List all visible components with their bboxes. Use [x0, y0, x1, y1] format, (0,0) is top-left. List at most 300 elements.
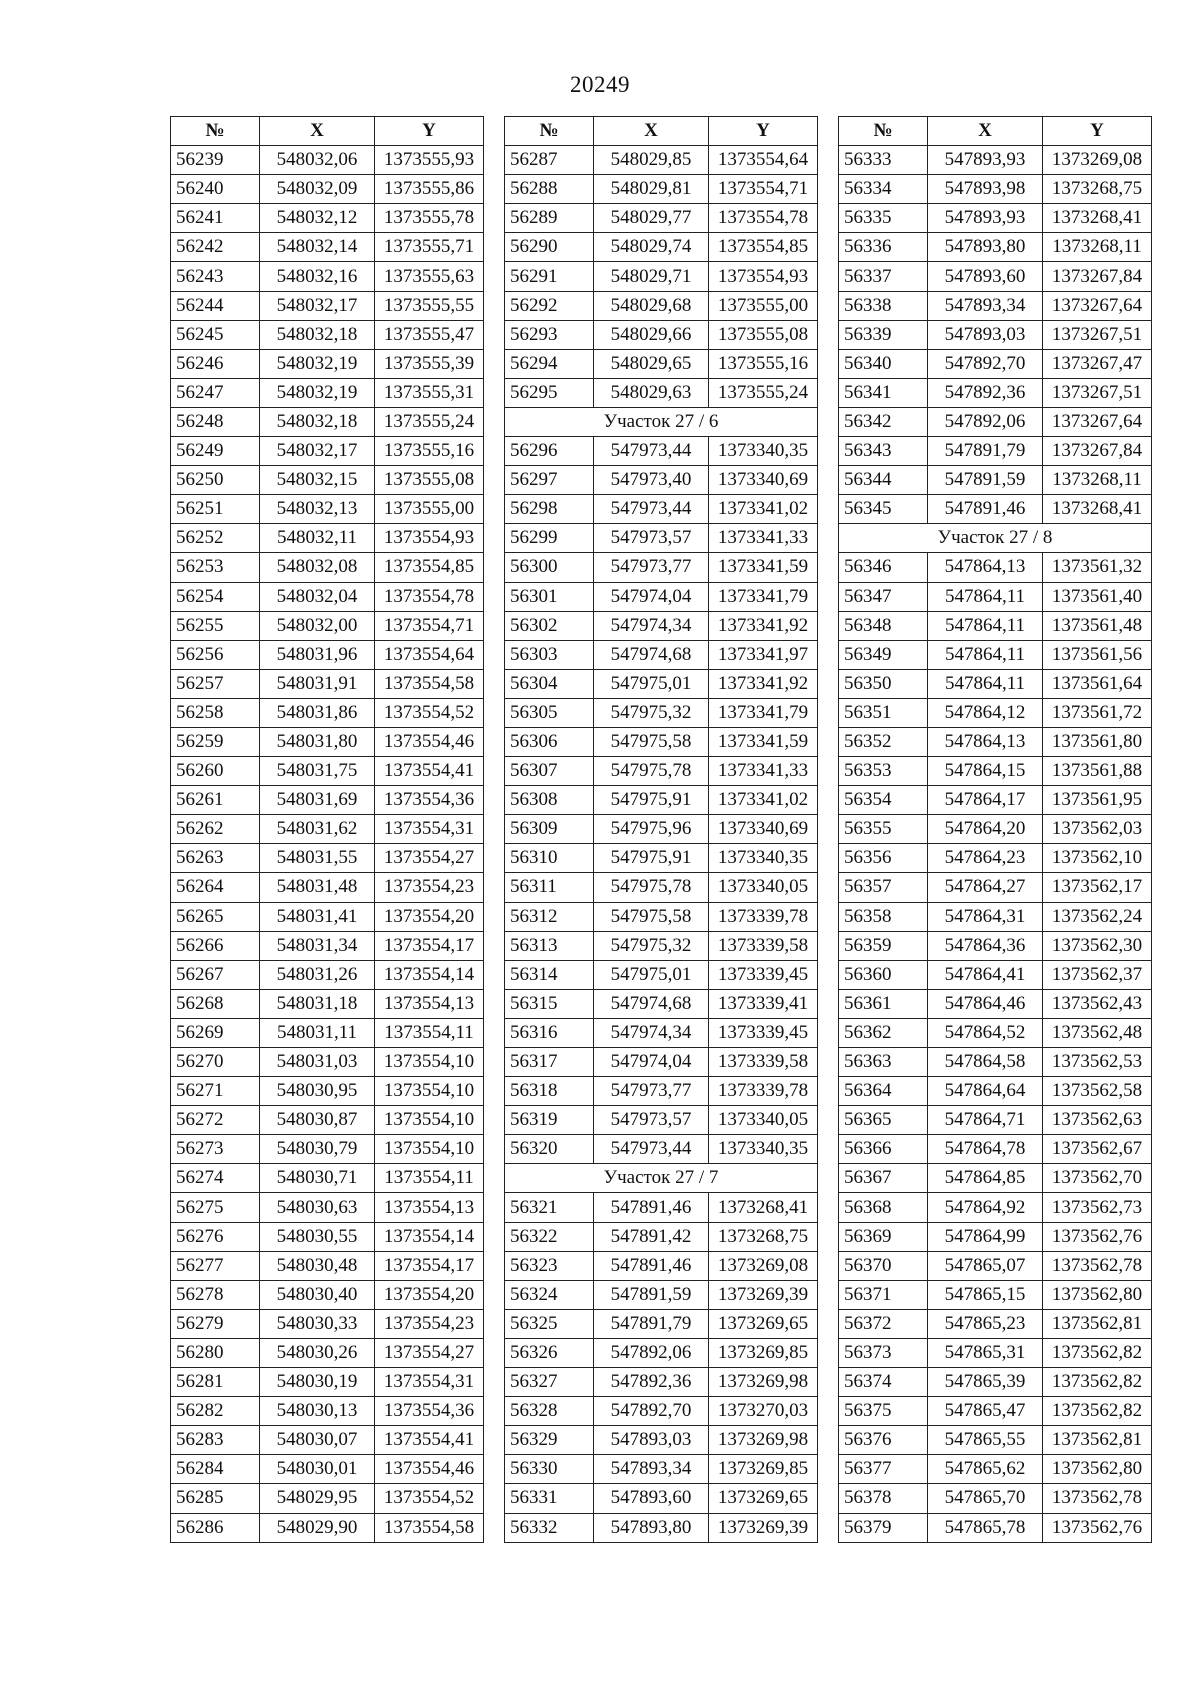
x-coordinate-cell: 547975,01 — [594, 960, 709, 989]
x-coordinate-cell: 547892,36 — [594, 1368, 709, 1397]
point-number-cell: 56313 — [505, 931, 594, 960]
point-number-cell: 56299 — [505, 524, 594, 553]
x-coordinate-cell: 547891,59 — [594, 1280, 709, 1309]
x-coordinate-cell: 547891,79 — [594, 1309, 709, 1338]
x-coordinate-cell: 547893,98 — [928, 175, 1043, 204]
y-coordinate-cell: 1373554,14 — [375, 960, 484, 989]
y-coordinate-cell: 1373269,98 — [709, 1426, 818, 1455]
x-coordinate-cell: 547864,11 — [928, 611, 1043, 640]
point-number-cell: 56324 — [505, 1280, 594, 1309]
y-coordinate-cell: 1373268,11 — [1043, 233, 1152, 262]
point-number-cell: 56257 — [171, 669, 260, 698]
table-row — [505, 349, 818, 378]
point-number-cell: 56317 — [505, 1048, 594, 1077]
x-coordinate-cell: 547974,04 — [594, 1048, 709, 1077]
x-coordinate-cell: 547892,70 — [594, 1397, 709, 1426]
y-coordinate-cell: 1373554,78 — [709, 204, 818, 233]
y-coordinate-cell: 1373267,51 — [1043, 320, 1152, 349]
table-row — [171, 1048, 484, 1077]
table-row — [839, 815, 1152, 844]
x-coordinate-cell: 547975,01 — [594, 669, 709, 698]
table-row — [839, 1280, 1152, 1309]
point-number-cell: 56336 — [839, 233, 928, 262]
table-row — [505, 262, 818, 291]
coordinate-table-3 — [838, 116, 1152, 1543]
x-coordinate-cell: 548031,11 — [260, 1018, 375, 1047]
table-row — [171, 815, 484, 844]
point-number-cell: 56309 — [505, 815, 594, 844]
point-number-cell: 56332 — [505, 1513, 594, 1542]
point-number-cell: 56270 — [171, 1048, 260, 1077]
table-row — [171, 1251, 484, 1280]
table-row — [505, 1397, 818, 1426]
table-row — [839, 320, 1152, 349]
point-number-cell: 56302 — [505, 611, 594, 640]
x-coordinate-cell: 547974,34 — [594, 611, 709, 640]
point-number-cell: 56354 — [839, 786, 928, 815]
point-number-cell: 56337 — [839, 262, 928, 291]
x-coordinate-cell: 547893,93 — [928, 204, 1043, 233]
x-coordinate-cell: 548031,03 — [260, 1048, 375, 1077]
point-number-cell: 56265 — [171, 902, 260, 931]
table-row — [839, 378, 1152, 407]
table-row — [505, 175, 818, 204]
table-row — [171, 349, 484, 378]
header-y: Y — [375, 117, 484, 146]
table-row — [505, 727, 818, 756]
table-row — [171, 931, 484, 960]
x-coordinate-cell: 548030,87 — [260, 1106, 375, 1135]
header-x: X — [594, 117, 709, 146]
table-row — [839, 175, 1152, 204]
x-coordinate-cell: 547975,91 — [594, 786, 709, 815]
table-row — [505, 640, 818, 669]
x-coordinate-cell: 548032,11 — [260, 524, 375, 553]
table-row — [171, 1455, 484, 1484]
point-number-cell: 56272 — [171, 1106, 260, 1135]
table-row — [505, 1018, 818, 1047]
y-coordinate-cell: 1373268,41 — [1043, 495, 1152, 524]
table-row — [839, 495, 1152, 524]
y-coordinate-cell: 1373562,17 — [1043, 873, 1152, 902]
y-coordinate-cell: 1373270,03 — [709, 1397, 818, 1426]
point-number-cell: 56240 — [171, 175, 260, 204]
point-number-cell: 56259 — [171, 727, 260, 756]
x-coordinate-cell: 548032,19 — [260, 349, 375, 378]
x-coordinate-cell: 547975,96 — [594, 815, 709, 844]
table-row — [839, 262, 1152, 291]
y-coordinate-cell: 1373269,39 — [709, 1280, 818, 1309]
x-coordinate-cell: 548032,17 — [260, 437, 375, 466]
table-row — [505, 378, 818, 407]
table-row — [171, 291, 484, 320]
x-coordinate-cell: 548030,01 — [260, 1455, 375, 1484]
x-coordinate-cell: 548031,75 — [260, 757, 375, 786]
x-coordinate-cell: 548032,13 — [260, 495, 375, 524]
x-coordinate-cell: 547975,78 — [594, 757, 709, 786]
x-coordinate-cell: 548031,48 — [260, 873, 375, 902]
x-coordinate-cell: 547864,58 — [928, 1048, 1043, 1077]
table-row — [505, 873, 818, 902]
table-row — [839, 844, 1152, 873]
table-row — [839, 1397, 1152, 1426]
table-row — [505, 437, 818, 466]
y-coordinate-cell: 1373554,31 — [375, 1368, 484, 1397]
table-row — [505, 1077, 818, 1106]
y-coordinate-cell: 1373562,48 — [1043, 1018, 1152, 1047]
point-number-cell: 56279 — [171, 1309, 260, 1338]
point-number-cell: 56298 — [505, 495, 594, 524]
x-coordinate-cell: 548029,85 — [594, 146, 709, 175]
y-coordinate-cell: 1373269,65 — [709, 1484, 818, 1513]
x-coordinate-cell: 548029,95 — [260, 1484, 375, 1513]
y-coordinate-cell: 1373339,41 — [709, 989, 818, 1018]
point-number-cell: 56274 — [171, 1164, 260, 1193]
y-coordinate-cell: 1373562,24 — [1043, 902, 1152, 931]
y-coordinate-cell: 1373554,20 — [375, 1280, 484, 1309]
table-row — [171, 1018, 484, 1047]
table-header-row — [505, 117, 818, 146]
point-number-cell: 56333 — [839, 146, 928, 175]
table-row — [839, 727, 1152, 756]
table-row — [505, 757, 818, 786]
x-coordinate-cell: 548030,07 — [260, 1426, 375, 1455]
table-row — [171, 611, 484, 640]
y-coordinate-cell: 1373561,88 — [1043, 757, 1152, 786]
point-number-cell: 56327 — [505, 1368, 594, 1397]
y-coordinate-cell: 1373562,76 — [1043, 1513, 1152, 1542]
y-coordinate-cell: 1373561,64 — [1043, 669, 1152, 698]
table-row — [505, 1338, 818, 1367]
point-number-cell: 56285 — [171, 1484, 260, 1513]
point-number-cell: 56379 — [839, 1513, 928, 1542]
y-coordinate-cell: 1373339,45 — [709, 960, 818, 989]
point-number-cell: 56339 — [839, 320, 928, 349]
y-coordinate-cell: 1373339,45 — [709, 1018, 818, 1047]
table-row — [505, 989, 818, 1018]
point-number-cell: 56320 — [505, 1135, 594, 1164]
point-number-cell: 56374 — [839, 1368, 928, 1397]
x-coordinate-cell: 547975,78 — [594, 873, 709, 902]
x-coordinate-cell: 547893,34 — [594, 1455, 709, 1484]
table-row — [839, 1484, 1152, 1513]
x-coordinate-cell: 547892,36 — [928, 378, 1043, 407]
x-coordinate-cell: 547864,31 — [928, 902, 1043, 931]
y-coordinate-cell: 1373339,58 — [709, 931, 818, 960]
y-coordinate-cell: 1373555,39 — [375, 349, 484, 378]
point-number-cell: 56250 — [171, 466, 260, 495]
point-number-cell: 56288 — [505, 175, 594, 204]
table-row — [171, 1280, 484, 1309]
x-coordinate-cell: 547973,77 — [594, 553, 709, 582]
x-coordinate-cell: 548030,79 — [260, 1135, 375, 1164]
point-number-cell: 56376 — [839, 1426, 928, 1455]
y-coordinate-cell: 1373554,58 — [375, 669, 484, 698]
y-coordinate-cell: 1373341,79 — [709, 582, 818, 611]
x-coordinate-cell: 548030,95 — [260, 1077, 375, 1106]
point-number-cell: 56239 — [171, 146, 260, 175]
y-coordinate-cell: 1373341,92 — [709, 611, 818, 640]
header-y: Y — [1043, 117, 1152, 146]
x-coordinate-cell: 547973,40 — [594, 466, 709, 495]
x-coordinate-cell: 547893,60 — [928, 262, 1043, 291]
point-number-cell: 56370 — [839, 1251, 928, 1280]
x-coordinate-cell: 548029,81 — [594, 175, 709, 204]
y-coordinate-cell: 1373554,52 — [375, 1484, 484, 1513]
header-number: № — [171, 117, 260, 146]
table-row — [505, 146, 818, 175]
y-coordinate-cell: 1373554,31 — [375, 815, 484, 844]
x-coordinate-cell: 547893,80 — [928, 233, 1043, 262]
table-row — [839, 931, 1152, 960]
point-number-cell: 56360 — [839, 960, 928, 989]
point-number-cell: 56283 — [171, 1426, 260, 1455]
y-coordinate-cell: 1373562,37 — [1043, 960, 1152, 989]
y-coordinate-cell: 1373555,00 — [709, 291, 818, 320]
point-number-cell: 56359 — [839, 931, 928, 960]
table-row — [171, 582, 484, 611]
x-coordinate-cell: 547865,31 — [928, 1338, 1043, 1367]
x-coordinate-cell: 547865,23 — [928, 1309, 1043, 1338]
table-row — [839, 757, 1152, 786]
y-coordinate-cell: 1373555,16 — [375, 437, 484, 466]
table-row — [839, 1222, 1152, 1251]
y-coordinate-cell: 1373341,33 — [709, 757, 818, 786]
table-row — [839, 669, 1152, 698]
y-coordinate-cell: 1373269,85 — [709, 1455, 818, 1484]
y-coordinate-cell: 1373554,23 — [375, 1309, 484, 1338]
point-number-cell: 56275 — [171, 1193, 260, 1222]
point-number-cell: 56269 — [171, 1018, 260, 1047]
y-coordinate-cell: 1373555,86 — [375, 175, 484, 204]
table-row — [171, 378, 484, 407]
y-coordinate-cell: 1373555,71 — [375, 233, 484, 262]
y-coordinate-cell: 1373562,76 — [1043, 1222, 1152, 1251]
x-coordinate-cell: 547893,60 — [594, 1484, 709, 1513]
section-row — [839, 524, 1152, 553]
x-coordinate-cell: 548032,18 — [260, 320, 375, 349]
point-number-cell: 56295 — [505, 378, 594, 407]
x-coordinate-cell: 547891,46 — [928, 495, 1043, 524]
x-coordinate-cell: 548032,16 — [260, 262, 375, 291]
table-row — [171, 204, 484, 233]
y-coordinate-cell: 1373267,84 — [1043, 262, 1152, 291]
table-row — [171, 466, 484, 495]
table-row — [505, 1309, 818, 1338]
table-row — [505, 1368, 818, 1397]
coordinate-table-2 — [504, 116, 818, 1543]
table-row — [505, 815, 818, 844]
section-label: Участок 27 / 7 — [505, 1164, 818, 1193]
y-coordinate-cell: 1373339,78 — [709, 902, 818, 931]
y-coordinate-cell: 1373554,17 — [375, 1251, 484, 1280]
table-row — [505, 1048, 818, 1077]
x-coordinate-cell: 547865,78 — [928, 1513, 1043, 1542]
table-row — [505, 553, 818, 582]
x-coordinate-cell: 548032,00 — [260, 611, 375, 640]
table-row — [839, 698, 1152, 727]
point-number-cell: 56243 — [171, 262, 260, 291]
y-coordinate-cell: 1373555,63 — [375, 262, 484, 291]
table-row — [505, 582, 818, 611]
table-row — [839, 902, 1152, 931]
point-number-cell: 56311 — [505, 873, 594, 902]
y-coordinate-cell: 1373339,78 — [709, 1077, 818, 1106]
x-coordinate-cell: 547975,58 — [594, 902, 709, 931]
table-row — [505, 204, 818, 233]
y-coordinate-cell: 1373554,13 — [375, 1193, 484, 1222]
table-row — [505, 1222, 818, 1251]
table-row — [171, 989, 484, 1018]
x-coordinate-cell: 547864,23 — [928, 844, 1043, 873]
table-row — [171, 437, 484, 466]
table-row — [839, 640, 1152, 669]
table-row — [839, 437, 1152, 466]
point-number-cell: 56350 — [839, 669, 928, 698]
table-row — [505, 669, 818, 698]
y-coordinate-cell: 1373269,85 — [709, 1338, 818, 1367]
table-row — [505, 698, 818, 727]
y-coordinate-cell: 1373554,64 — [375, 640, 484, 669]
y-coordinate-cell: 1373562,81 — [1043, 1309, 1152, 1338]
table-row — [505, 1193, 818, 1222]
y-coordinate-cell: 1373341,97 — [709, 640, 818, 669]
x-coordinate-cell: 547864,11 — [928, 640, 1043, 669]
point-number-cell: 56306 — [505, 727, 594, 756]
point-number-cell: 56368 — [839, 1193, 928, 1222]
y-coordinate-cell: 1373562,82 — [1043, 1397, 1152, 1426]
point-number-cell: 56344 — [839, 466, 928, 495]
table-row — [171, 524, 484, 553]
y-coordinate-cell: 1373554,64 — [709, 146, 818, 175]
point-number-cell: 56366 — [839, 1135, 928, 1164]
point-number-cell: 56316 — [505, 1018, 594, 1047]
table-row — [171, 1164, 484, 1193]
point-number-cell: 56362 — [839, 1018, 928, 1047]
x-coordinate-cell: 547891,46 — [594, 1193, 709, 1222]
y-coordinate-cell: 1373554,41 — [375, 757, 484, 786]
x-coordinate-cell: 548031,41 — [260, 902, 375, 931]
table-row — [171, 146, 484, 175]
table-row — [171, 873, 484, 902]
table-row — [839, 553, 1152, 582]
table-row — [171, 1513, 484, 1542]
table-row — [171, 960, 484, 989]
y-coordinate-cell: 1373554,85 — [375, 553, 484, 582]
point-number-cell: 56358 — [839, 902, 928, 931]
y-coordinate-cell: 1373554,10 — [375, 1106, 484, 1135]
point-number-cell: 56264 — [171, 873, 260, 902]
point-number-cell: 56303 — [505, 640, 594, 669]
y-coordinate-cell: 1373341,59 — [709, 553, 818, 582]
table-row — [839, 1513, 1152, 1542]
table-row — [171, 1338, 484, 1367]
table-row — [505, 524, 818, 553]
table-row — [171, 233, 484, 262]
table-row — [171, 640, 484, 669]
point-number-cell: 56268 — [171, 989, 260, 1018]
x-coordinate-cell: 547865,39 — [928, 1368, 1043, 1397]
y-coordinate-cell: 1373562,10 — [1043, 844, 1152, 873]
x-coordinate-cell: 547973,77 — [594, 1077, 709, 1106]
x-coordinate-cell: 548030,26 — [260, 1338, 375, 1367]
table-row — [505, 1106, 818, 1135]
point-number-cell: 56273 — [171, 1135, 260, 1164]
x-coordinate-cell: 547865,47 — [928, 1397, 1043, 1426]
y-coordinate-cell: 1373268,75 — [709, 1222, 818, 1251]
x-coordinate-cell: 548029,90 — [260, 1513, 375, 1542]
table-row — [171, 1193, 484, 1222]
point-number-cell: 56244 — [171, 291, 260, 320]
point-number-cell: 56261 — [171, 786, 260, 815]
table-row — [839, 1338, 1152, 1367]
y-coordinate-cell: 1373268,41 — [709, 1193, 818, 1222]
point-number-cell: 56330 — [505, 1455, 594, 1484]
point-number-cell: 56251 — [171, 495, 260, 524]
table-row — [839, 146, 1152, 175]
point-number-cell: 56345 — [839, 495, 928, 524]
point-number-cell: 56361 — [839, 989, 928, 1018]
point-number-cell: 56280 — [171, 1338, 260, 1367]
y-coordinate-cell: 1373341,59 — [709, 727, 818, 756]
point-number-cell: 56348 — [839, 611, 928, 640]
point-number-cell: 56256 — [171, 640, 260, 669]
header-number: № — [505, 117, 594, 146]
table-row — [839, 466, 1152, 495]
point-number-cell: 56267 — [171, 960, 260, 989]
y-coordinate-cell: 1373554,27 — [375, 844, 484, 873]
y-coordinate-cell: 1373554,11 — [375, 1164, 484, 1193]
x-coordinate-cell: 547864,99 — [928, 1222, 1043, 1251]
y-coordinate-cell: 1373562,82 — [1043, 1368, 1152, 1397]
point-number-cell: 56277 — [171, 1251, 260, 1280]
x-coordinate-cell: 548031,26 — [260, 960, 375, 989]
point-number-cell: 56326 — [505, 1338, 594, 1367]
table-row — [839, 989, 1152, 1018]
table-row — [839, 960, 1152, 989]
y-coordinate-cell: 1373554,10 — [375, 1077, 484, 1106]
table-row — [171, 1222, 484, 1251]
point-number-cell: 56338 — [839, 291, 928, 320]
table-row — [171, 1309, 484, 1338]
y-coordinate-cell: 1373340,69 — [709, 815, 818, 844]
x-coordinate-cell: 547893,34 — [928, 291, 1043, 320]
y-coordinate-cell: 1373554,20 — [375, 902, 484, 931]
x-coordinate-cell: 548030,40 — [260, 1280, 375, 1309]
x-coordinate-cell: 547864,17 — [928, 786, 1043, 815]
point-number-cell: 56278 — [171, 1280, 260, 1309]
section-label: Участок 27 / 8 — [839, 524, 1152, 553]
table-row — [505, 1455, 818, 1484]
y-coordinate-cell: 1373554,10 — [375, 1048, 484, 1077]
table-row — [839, 786, 1152, 815]
point-number-cell: 56241 — [171, 204, 260, 233]
point-number-cell: 56329 — [505, 1426, 594, 1455]
y-coordinate-cell: 1373554,36 — [375, 1397, 484, 1426]
x-coordinate-cell: 547891,59 — [928, 466, 1043, 495]
y-coordinate-cell: 1373555,24 — [375, 407, 484, 436]
point-number-cell: 56271 — [171, 1077, 260, 1106]
point-number-cell: 56355 — [839, 815, 928, 844]
y-coordinate-cell: 1373267,51 — [1043, 378, 1152, 407]
point-number-cell: 56281 — [171, 1368, 260, 1397]
table-row — [171, 669, 484, 698]
x-coordinate-cell: 547864,64 — [928, 1077, 1043, 1106]
x-coordinate-cell: 547864,11 — [928, 669, 1043, 698]
x-coordinate-cell: 547973,57 — [594, 524, 709, 553]
x-coordinate-cell: 547865,15 — [928, 1280, 1043, 1309]
y-coordinate-cell: 1373267,64 — [1043, 407, 1152, 436]
